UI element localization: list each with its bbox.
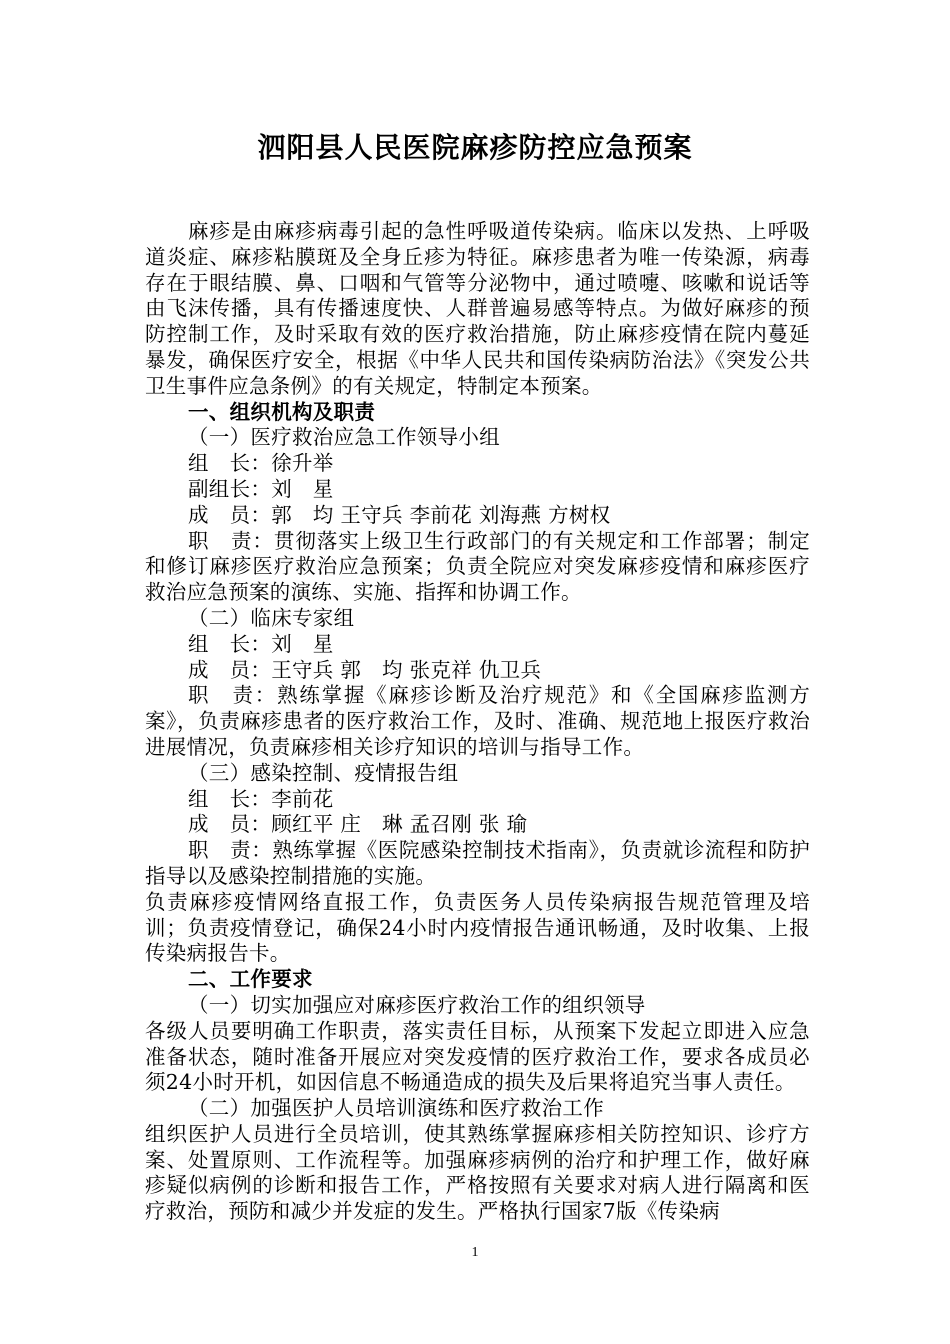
body-paragraph: 负责麻疹疫情网络直报工作，负责医务人员传染病报告规范管理及培训；负责疫情登记，确保24小时内疫情报告通讯畅通，及时收集、上报传染病报告卡。	[145, 889, 810, 966]
deputy-leader-line: 副组长：刘 星	[188, 476, 334, 501]
leader-line: 组 长：刘 星	[188, 631, 334, 656]
body-paragraph: 各级人员要明确工作职责，落实责任目标，从预案下发起立即进入应急准备状态，随时准备开展应对突发疫情的医疗救治工作，要求各成员必须24小时开机，如因信息不畅通造成的损失及后果将追究当事人责任。	[145, 1018, 810, 1095]
intro-paragraph: 麻疹是由麻疹病毒引起的急性呼吸道传染病。临床以发热、上呼吸道炎症、麻疹粘膜斑及全身丘疹为特征。麻疹患者为唯一传染源，病毒存在于眼结膜、鼻、口咽和气管等分泌物中，通过喷嚏、咳嗽和说话等由飞沫传播，具有传播速度快、人群普遍易感等特点。为做好麻疹的预防控制工作，及时采取有效的医疗救治措施，防止麻疹疫情在院内蔓延暴发，确保医疗安全，根据《中华人民共和国传染病防治法》《突发公共卫生事件应急条例》的有关规定，特制定本预案。	[145, 219, 810, 398]
subsection-heading-infection-control-group: （三）感染控制、疫情报告组	[188, 760, 459, 785]
leader-line: 组 长：徐升举	[188, 451, 334, 476]
members-line: 成 员：郭 均 王守兵 李前花 刘海燕 方树权	[188, 502, 611, 527]
subsection-heading-training: （二）加强医护人员培训演练和医疗救治工作	[188, 1096, 604, 1121]
leader-line: 组 长：李前花	[188, 786, 334, 811]
section-heading-work-requirements: 二、工作要求	[188, 967, 313, 992]
document-title: 泗阳县人民医院麻疹防控应急预案	[257, 131, 693, 164]
subsection-heading-leadership-group: （一）医疗救治应急工作领导小组	[188, 425, 500, 450]
body-paragraph: 组织医护人员进行全员培训，使其熟练掌握麻疹相关防控知识、诊疗方案、处置原则、工作流程等。加强麻疹病例的治疗和护理工作，做好麻疹疑似病例的诊断和报告工作，严格按照有关要求对病人进行隔离和医疗救治，预防和减少并发症的发生。严格执行国家7版《传染病	[145, 1121, 810, 1224]
page-number: 1	[471, 1245, 479, 1260]
duties-paragraph: 职 责：贯彻落实上级卫生行政部门的有关规定和工作部署；制定和修订麻疹医疗救治应急预案；负责全院应对突发麻疹疫情和麻疹医疗救治应急预案的演练、实施、指挥和协调工作。	[145, 528, 810, 605]
members-line: 成 员：王守兵 郭 均 张克祥 仇卫兵	[188, 657, 542, 682]
section-heading-organization: 一、组织机构及职责	[188, 399, 376, 424]
members-line: 成 员：顾红平 庄 琳 孟召刚 张 瑜	[188, 812, 528, 837]
document-body	[145, 219, 810, 1225]
subsection-heading-expert-group: （二）临床专家组	[188, 605, 355, 630]
duties-paragraph: 职 责：熟练掌握《医院感染控制技术指南》，负责就诊流程和防护指导以及感染控制措施的实施。	[145, 838, 810, 888]
duties-paragraph: 职 责：熟练掌握《麻疹诊断及治疗规范》和《全国麻疹监测方案》，负责麻疹患者的医疗救治工作，及时、准确、规范地上报医疗救治进展情况，负责麻疹相关诊疗知识的培训与指导工作。	[145, 683, 810, 759]
subsection-heading-leadership: （一）切实加强应对麻疹医疗救治工作的组织领导	[188, 992, 646, 1017]
